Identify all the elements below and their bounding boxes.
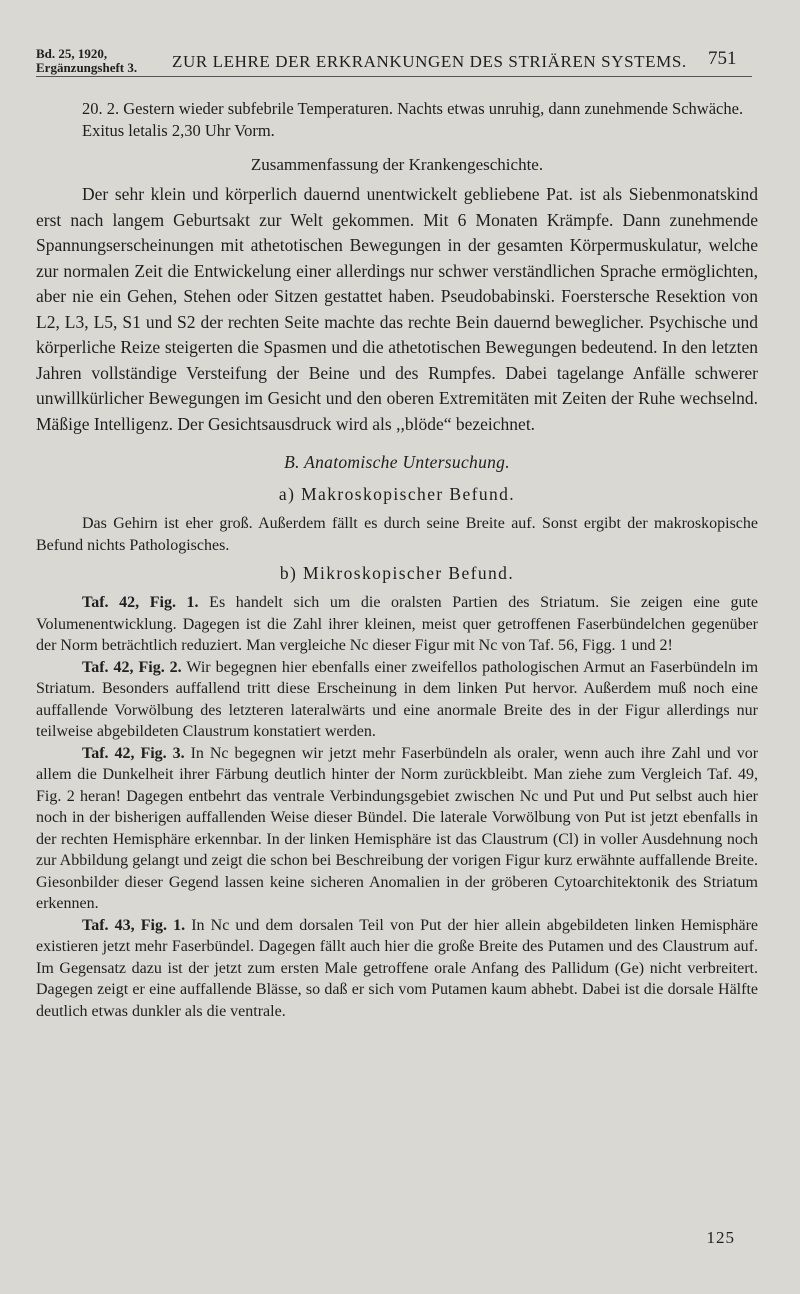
page-body: [36, 98, 758, 1022]
supplement-line: Ergänzungsheft 3.: [36, 60, 138, 75]
plate-reference: Taf. 43, Fig. 1.: [82, 916, 186, 934]
macroscopic-paragraph: Das Gehirn ist eher groß. Außerdem fällt es durch seine Breite auf. Sonst ergibt der makroskopische Befund nichts Pathologisches.: [36, 515, 758, 554]
intro-paragraph: 20. 2. Gestern wieder subfebrile Temperaturen. Nachts etwas unruhig, dann zunehmende Schwäche.: [82, 99, 744, 118]
finding-text: In Nc und dem dorsalen Teil von Put der hier allein abgebildeten linken Hemisphäre existieren jetzt mehr Faserbündel. Dagegen fällt auch hier die große Breite des Putamen und des Claustrum auf. Im Gegensatz dazu ist der jetzt zum ersten Male getroffene orale Anfang des Pallidum (Ge) nicht verbreitert. Dagegen zeigt er eine auffallende Blässe, so daß er sich vom Putamen kaum abhebt. Dabei ist die dorsale Hälfte deutlich etwas dunkler als die ventrale.: [36, 916, 759, 1020]
finding-taf42-fig3: [36, 743, 758, 915]
finding-taf42-fig1: [36, 592, 758, 657]
section-b-heading: B. Anatomische Untersuchung.: [284, 452, 510, 472]
plate-reference: Taf. 42, Fig. 3.: [82, 744, 185, 762]
intro-exitus: Exitus letalis 2,30 Uhr Vorm.: [82, 121, 275, 140]
macroscopic-heading: a) Makroskopischer Befund.: [278, 484, 516, 504]
summary-paragraph: Der sehr klein und körperlich dauernd unentwickelt gebliebene Pat. ist als Siebenmonatskind erst nach langem Geburtsakt zur Welt gekommen. Mit 6 Monaten Krämpfe. Dann zunehmende Spannungserscheinungen mit athetotischen Bewegungen in der gesamten Körpermuskulatur, welche zur normalen Zeit die Entwickelung einer allerdings nur schwer verständlichen Sprache ermöglichten, aber nie ein Gehen, Stehen oder Sitzen gestattet haben. Pseudobabinski. Foerstersche Resektion von L2, L3, L5, S1 und S2 der rechten Seite machte das rechte Bein dauernd beweglicher. Psychische und körperliche Reize steigerten die Spasmen und die athetotischen Bewegungen bedeutend. In den letzten Jahren vollständige Versteifung der Beine und des Rumpfes. Dabei tagelange Anfälle schwerer unwillkürlicher Bewegungen im Gesicht und den oberen Extremitäten mit Zeiten der Ruhe wechselnd. Mäßige Intelligenz. Der Gesichtsausdruck wird als ,,blöde“ bezeichnet.: [36, 184, 758, 434]
finding-text: In Nc begegnen wir jetzt mehr Faserbündeln als oraler, wenn auch ihre Zahl und vor allem die Dunkelheit ihrer Färbung deutlich hinter der Norm zurückbleibt. Man ziehe zum Vergleich Taf. 49, Fig. 2 heran! Dagegen entbehrt das ventrale Verbindungsgebiet zwischen Nc und Put und Put selbst auch hier noch in der bisherigen auffallenden Weise dieser Bündel. Die laterale Vorwölbung von Put ist jetzt ebenfalls in der rechten Hemisphäre erkennbar. In der linken Hemisphäre ist das Claustrum (Cl) in voller Ausdehnung noch zur Abbildung gelangt und zeigt die schon bei Beschreibung der vorigen Figur kurz erwähnte auffallende Breite. Giesonbilder dieser Gegend lassen keine sicheren Anomalien in der gröberen Cytoarchitektonik des Striatum erkennen.: [36, 744, 759, 912]
finding-taf43-fig1: [36, 915, 758, 1023]
finding-text: Es handelt sich um die oralsten Partien des Striatum. Sie zeigen eine gute Volumenentwicklung. Dagegen ist die Zahl ihrer kleinen, meist quer getroffenen Faserbündelchen gegenüber der Norm beträchtlich reduziert. Man vergleiche Nc dieser Figur mit Nc von Taf. 56, Figg. 1 und 2!: [36, 594, 759, 654]
page-number: 751: [708, 48, 737, 69]
finding-text: Wir begegnen hier ebenfalls einer zweifellos pathologischen Armut an Faserbündeln im Striatum. Besonders auffallend tritt diese Erscheinung in dem linken Put hervor. Außerdem muß noch eine auffallende Vorwölbung des letzteren lateralwärts und eine anormale Breite des in der Figur allerdings nur teilweise abgebildeten Claustrum konstatiert werden.: [36, 658, 759, 740]
finding-taf42-fig2: [36, 657, 758, 743]
printer-signature: 125: [706, 1228, 735, 1247]
microscopic-heading: b) Mikroskopischer Befund.: [279, 563, 515, 583]
plate-reference: Taf. 42, Fig. 2.: [82, 658, 182, 676]
running-header-volume: [36, 47, 137, 75]
plate-reference: Taf. 42, Fig. 1.: [82, 594, 199, 611]
running-header-title: ZUR LEHRE DER ERKRANKUNGEN DES STRIÄREN SYSTEMS.: [172, 52, 687, 71]
header-rule: [36, 76, 752, 77]
volume-line: Bd. 25, 1920,: [36, 46, 108, 61]
summary-heading: Zusammenfassung der Krankengeschichte.: [250, 155, 544, 174]
